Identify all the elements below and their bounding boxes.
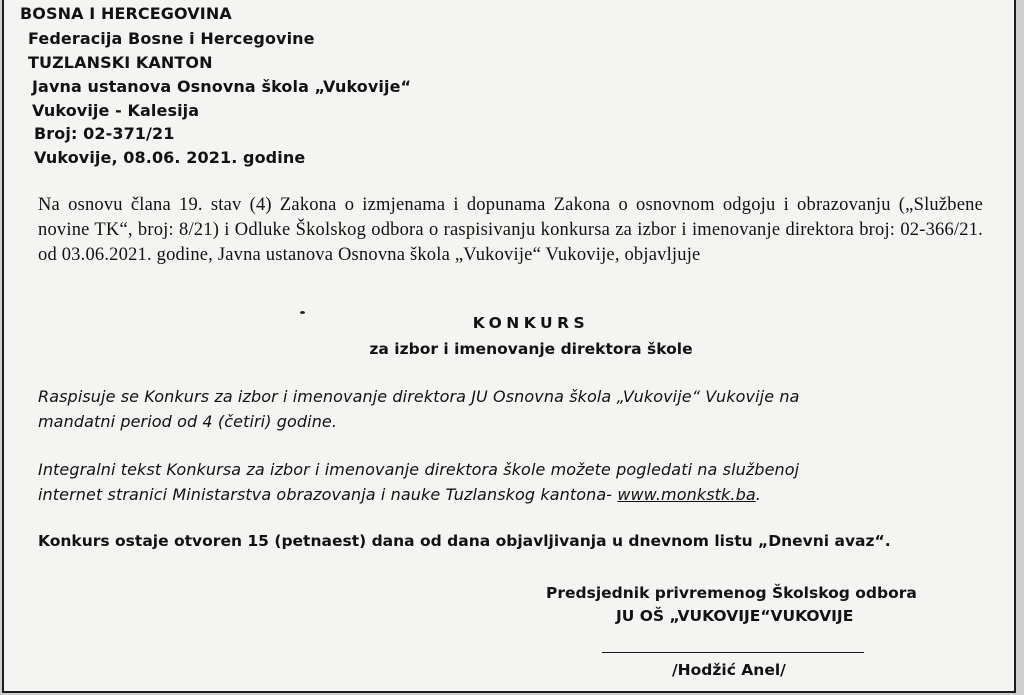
header-country: BOSNA I HERCEGOVINA: [20, 4, 232, 23]
header-canton: TUZLANSKI KANTON: [28, 53, 213, 72]
header-federation: Federacija Bosne i Hercegovine: [28, 29, 315, 48]
signature-role: Predsjednik privremenog Školskog odbora: [546, 584, 917, 602]
integral-line-2-text: internet stranici Ministarstva obrazovanja i nauke Tuzlanskog kantona-: [38, 485, 618, 504]
header-date: Vukovije, 08.06. 2021. godine: [34, 148, 306, 167]
signature-line: [602, 652, 864, 653]
integral-line-1: Integralni tekst Konkursa za izbor i imenovanje direktora škole možete pogledati na službenoj: [38, 460, 800, 479]
signature-school: JU OŠ „VUKOVIJE“VUKOVIJE: [616, 607, 854, 625]
intro-paragraph: Na osnovu člana 19. stav (4) Zakona o izmjenama i dopunama Zakona o osnovnom odgoju i obrazovanju („Službene novine TK“, broj: 8/21) i Odluke Školskog odbora o raspisivanju konkursa za izbor i imenovanje direktora broj: 02-366/21. od 03.06.2021. godine, Javna ustanova Osnovna škola „Vukovije“ Vukovije, objavljuje: [38, 195, 983, 265]
header-location: Vukovije - Kalesija: [32, 101, 200, 120]
document-subtitle: za izbor i imenovanje direktora škole: [369, 340, 693, 358]
open-notice: Konkurs ostaje otvoren 15 (petnaest) dana od dana objavljivanja u dnevnom listu „Dnevni avaz“.: [38, 532, 891, 550]
announcement-line-2: mandatni period od 4 (četiri) godine.: [38, 412, 338, 431]
integral-line-2: [38, 483, 761, 507]
ministry-website-link[interactable]: www.monkstk.ba: [617, 485, 756, 504]
document-title: KONKURS: [472, 314, 590, 332]
header-document-number: Broj: 02-371/21: [34, 124, 175, 143]
header-institution: Javna ustanova Osnovna škola „Vukovije“: [32, 77, 412, 96]
announcement-line-1: Raspisuje se Konkurs za izbor i imenovanje direktora JU Osnovna škola „Vukovije“ Vukovije na: [38, 387, 800, 406]
document-page: [2, 0, 1016, 693]
signatory-name: /Hodžić Anel/: [672, 661, 786, 679]
integral-line-2-end: .: [755, 485, 761, 504]
